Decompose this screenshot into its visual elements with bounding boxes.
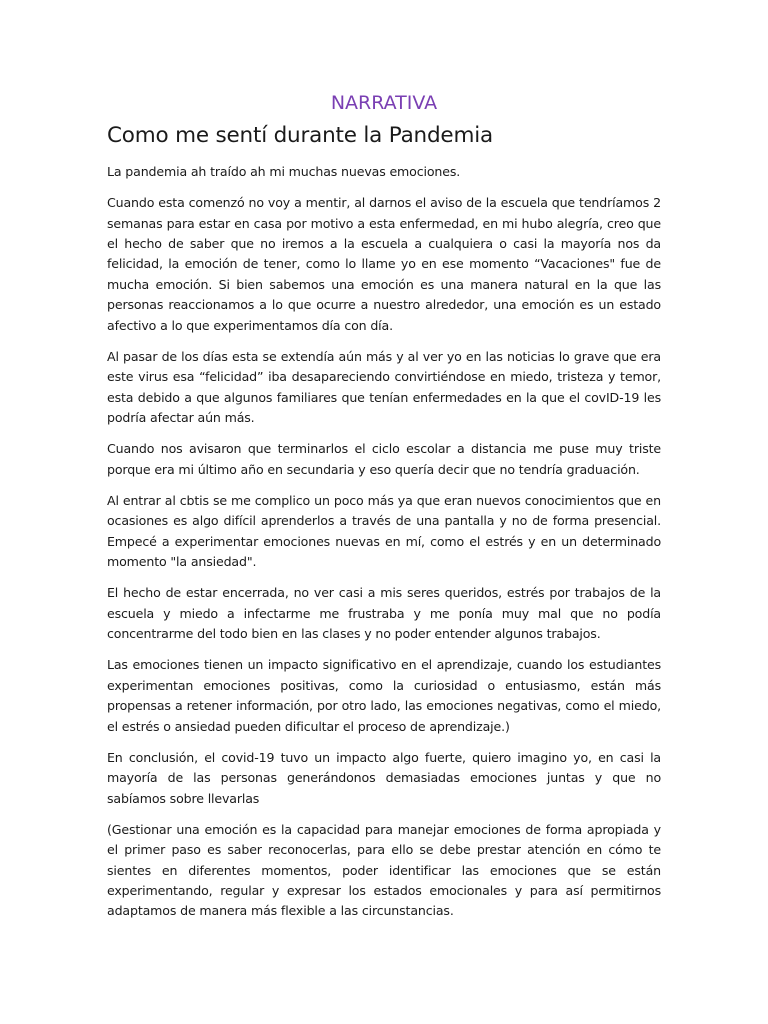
paragraph-managing-emotions: (Gestionar una emoción es la capacidad para manejar emociones de forma apropiada y el primer paso es saber reconocerlas, para ello se debe prestar atención en cómo te sientes en diferentes momentos, poder identificar las emociones que se están experimentando, regular y expresar los estados emocionales y para así permitirnos adaptamos de manera más flexible a las circunstancias. (107, 821, 661, 919)
document-page (107, 88, 661, 933)
paragraph-emotions-learning: Las emociones tienen un impacto significativo en el aprendizaje, cuando los estudiantes experimentan emociones positivas, como la curiosidad o entusiasmo, están más propensas a retener información, por otro lado, las emociones negativas, como el miedo, el estrés o ansiedad pueden dificultar el proceso de aprendizaje.) (107, 657, 661, 734)
paragraph-beginning: Cuando esta comenzó no voy a mentir, al darnos el aviso de la escuela que tendríamos 2 semanas para estar en casa por motivo a esta enfermedad, en mi hubo alegría, creo que el hecho de saber que no iremos a la escuela a cualquiera o casi la mayoría nos da felicidad, la emoción de tener, como lo llame yo en ese momento “Vacaciones" fue de mucha emoción. Si bien sabemos una emoción es una manera natural en la que las personas reaccionamos a lo que ocurre a nuestro alrededor, una emoción es un estado afectivo a lo que experimentamos día con día. (107, 195, 661, 333)
document-title: NARRATIVA (330, 92, 438, 114)
paragraph-lockdown: El hecho de estar encerrada, no ver casi a mis seres queridos, estrés por trabajos de la escuela y miedo a infectarme me frustraba y me ponía muy mal que no podía concentrarme del todo bien en las clases y no poder entender algunos trabajos. (107, 585, 661, 642)
paragraph-cbtis: Al entrar al cbtis se me complico un poco más ya que eran nuevos conocimientos que en ocasiones es algo difícil aprenderlos a través de una pantalla y no de forma presencial. Empecé a experimentar emociones nuevas en mí, como el estrés y en un determinado momento "la ansiedad". (107, 492, 661, 570)
paragraph-school-end: Cuando nos avisaron que terminarlos el ciclo escolar a distancia me puse muy triste porque era mi último año en secundaria y eso quería decir que no tendría graduación. (107, 441, 661, 477)
paragraph-news: Al pasar de los días esta se extendía aún más y al ver yo en las noticias lo grave que era este virus esa “felicidad” iba desapareciendo convirtiéndose en miedo, tristeza y temor, esta debido a que algunos familiares que tenían enfermedades en la que el covID-19 les podría afectar aún más. (107, 348, 661, 426)
paragraph-conclusion: En conclusión, el covid-19 tuvo un impacto algo fuerte, quiero imagino yo, en casi la mayoría de las personas generándonos demasiadas emociones juntas y que no sabíamos sobre llevarlas (107, 749, 661, 806)
document-heading: Como me sentí durante la Pandemia (107, 123, 493, 148)
paragraph-intro: La pandemia ah traído ah mi muchas nuevas emociones. (107, 164, 461, 179)
